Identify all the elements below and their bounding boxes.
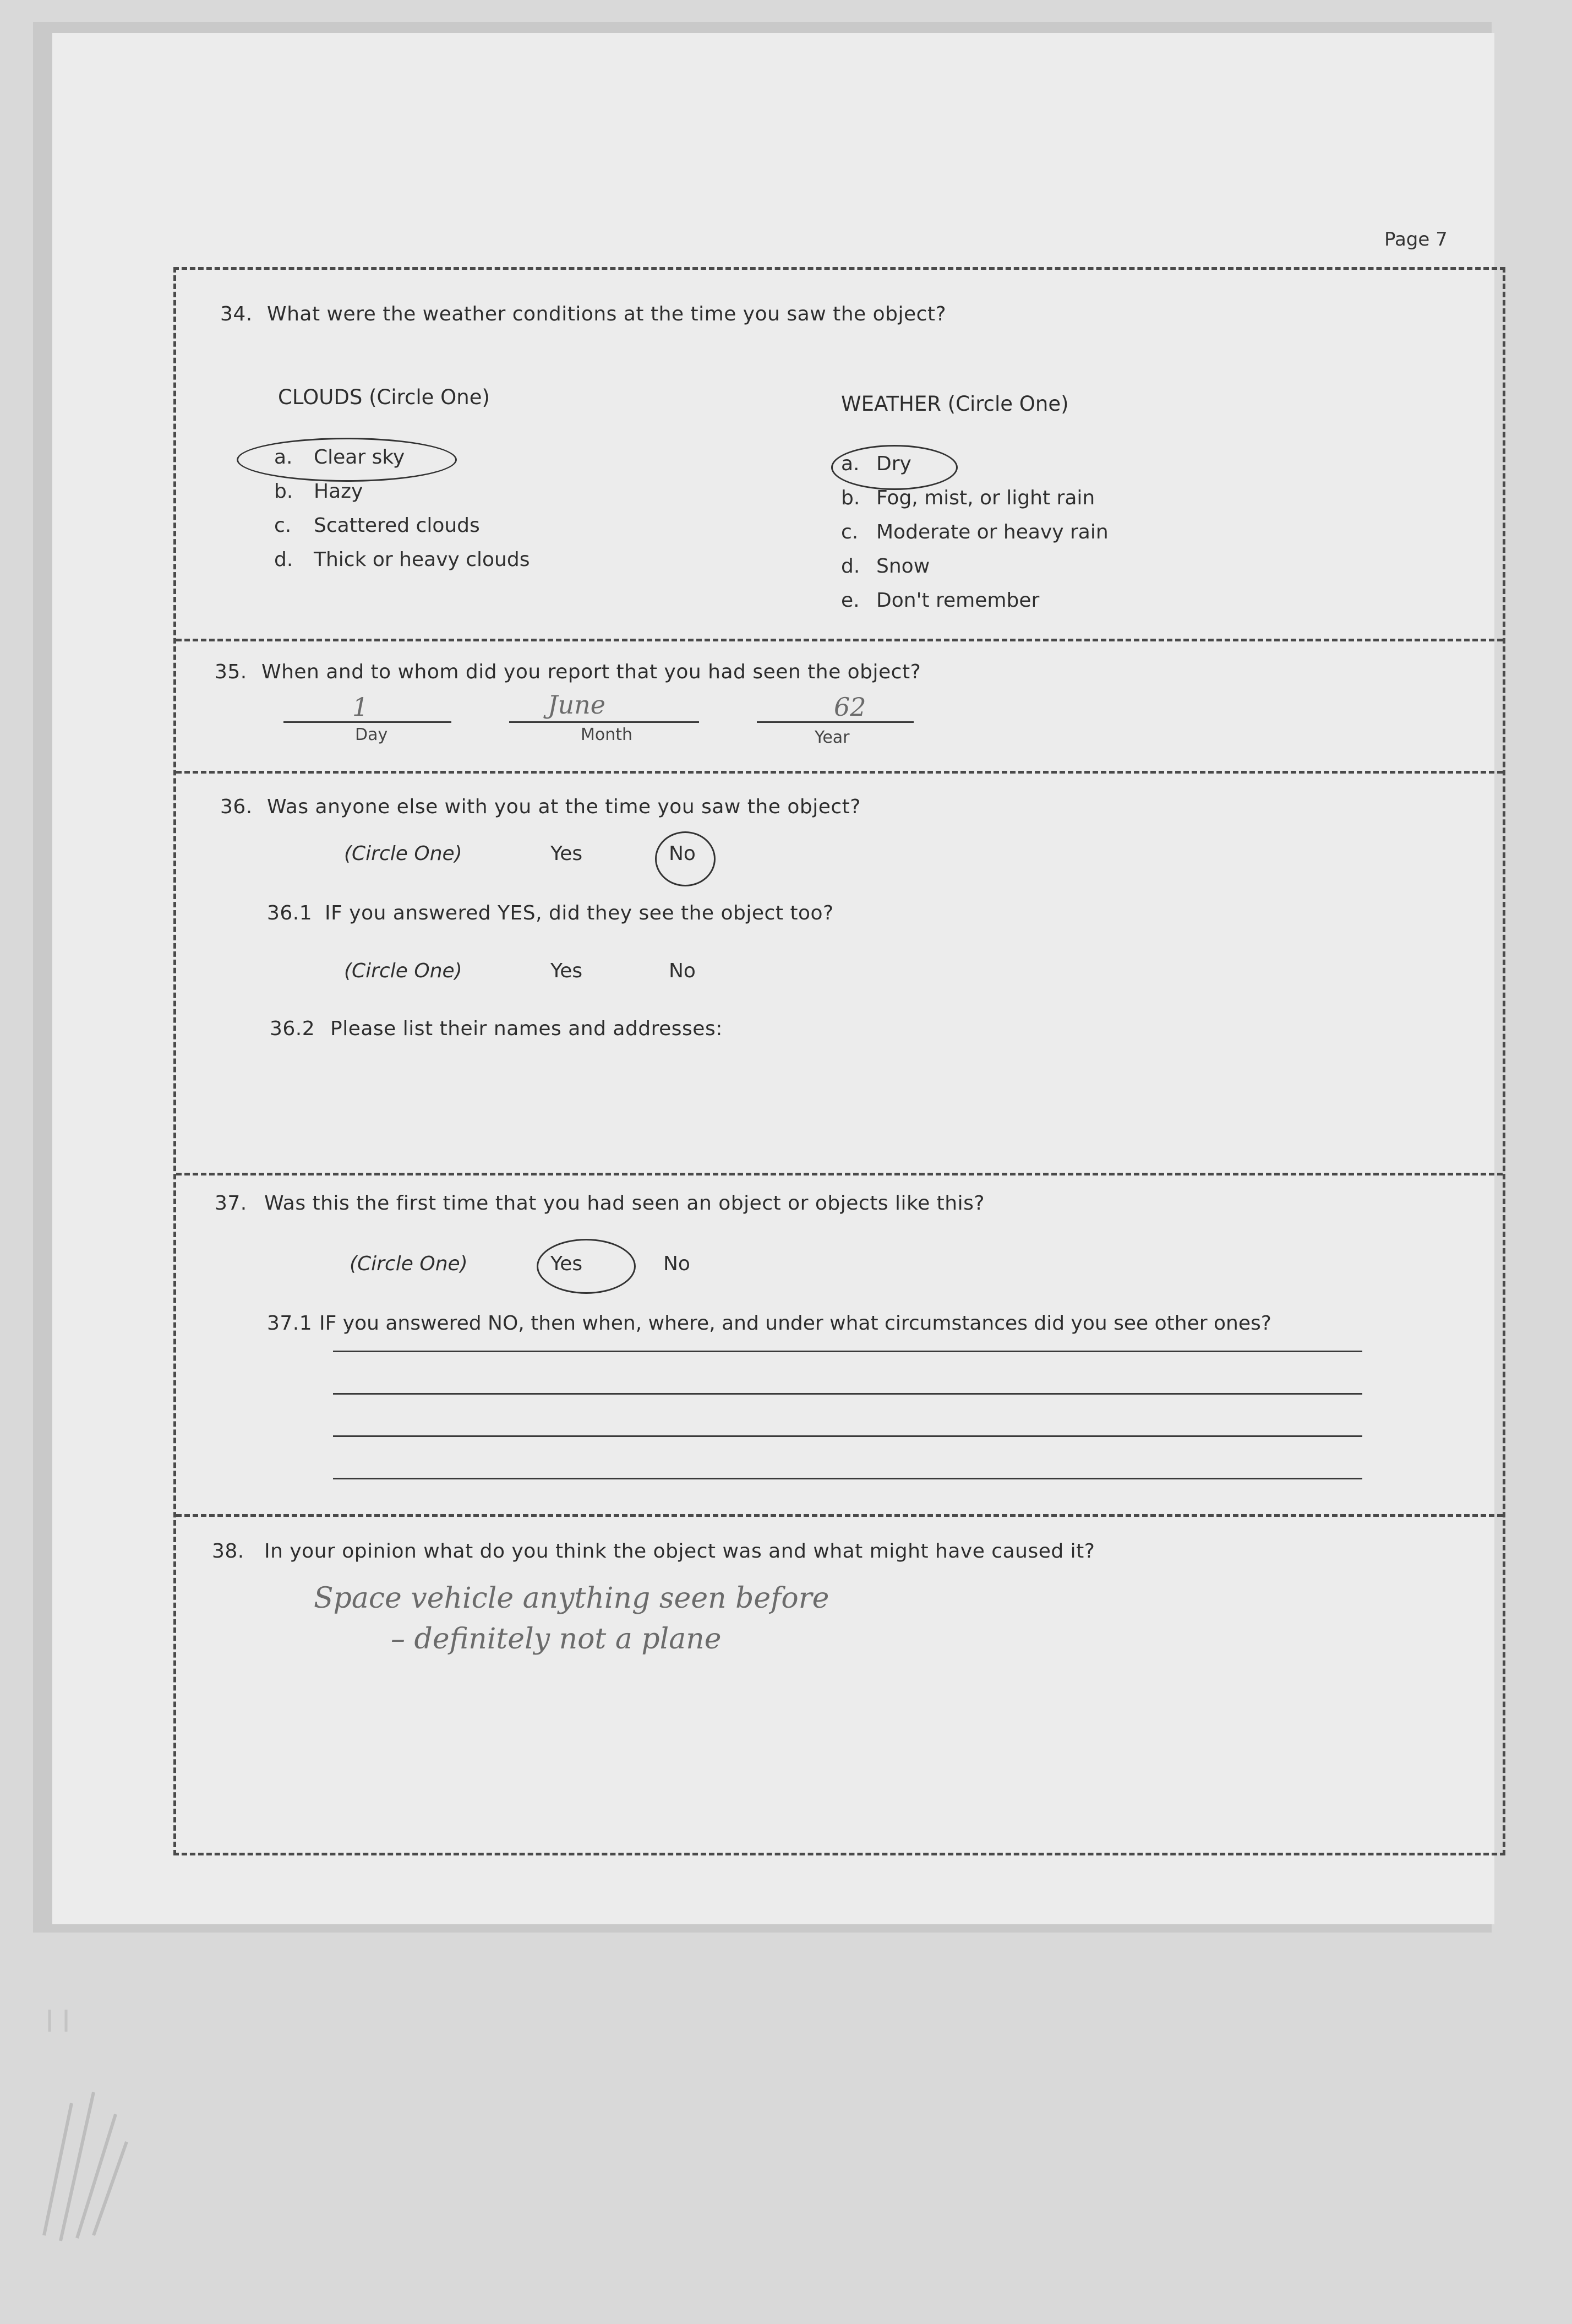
answer-line-4 — [333, 1478, 1362, 1479]
question-37-number: 37. — [215, 1192, 247, 1215]
question-37-selection-circle — [537, 1239, 636, 1294]
question-37-1-text: IF you answered NO, then when, where, and under what circumstances did you see other ones? — [319, 1312, 1271, 1335]
question-35-number: 35. — [215, 661, 247, 683]
weather-option-b[interactable]: Fog, mist, or light rain — [876, 487, 1095, 509]
report-day-line — [283, 721, 451, 723]
question-36-1-number: 36.1 — [267, 902, 313, 924]
report-year-label: Year — [815, 728, 850, 747]
question-34-section — [176, 270, 1503, 639]
question-36-circle-one: (Circle One) — [344, 842, 462, 865]
handwritten-answer-line-1: Space vehicle anything seen before — [314, 1582, 829, 1615]
report-month-line — [509, 721, 699, 723]
report-year-value: 62 — [834, 692, 866, 722]
question-34-number: 34. — [220, 303, 253, 325]
report-month-value: June — [548, 690, 605, 720]
film-edge-scratches — [33, 1960, 154, 2246]
question-36-1-no[interactable]: No — [669, 960, 696, 982]
question-38-number: 38. — [212, 1540, 244, 1563]
question-35-section — [176, 639, 1503, 771]
question-36-text: Was anyone else with you at the time you saw the object? — [267, 796, 861, 818]
clouds-option-a[interactable]: Clear sky — [314, 446, 405, 469]
question-37-text: Was this the first time that you had seen an object or objects like this? — [264, 1192, 985, 1215]
weather-option-e-letter: e. — [841, 589, 860, 612]
clouds-option-c[interactable]: Scattered clouds — [314, 514, 480, 537]
weather-selection-circle — [831, 445, 958, 490]
answer-line-3 — [333, 1435, 1362, 1437]
clouds-option-b[interactable]: Hazy — [314, 480, 363, 503]
questionnaire-form — [173, 267, 1505, 1855]
question-37-1-number: 37.1 — [267, 1312, 313, 1335]
report-year-line — [757, 721, 914, 723]
weather-option-b-letter: b. — [841, 487, 860, 509]
question-36-1-circle-one: (Circle One) — [344, 960, 462, 982]
question-37-no[interactable]: No — [663, 1253, 690, 1275]
clouds-option-b-letter: b. — [274, 480, 293, 503]
weather-option-c-letter: c. — [841, 521, 859, 543]
form-page — [52, 33, 1494, 1924]
question-36-no[interactable]: No — [669, 842, 696, 865]
report-day-value: 1 — [352, 692, 369, 722]
question-36-1-text: IF you answered YES, did they see the object too? — [325, 902, 834, 924]
question-36-2-number: 36.2 — [270, 1017, 315, 1040]
handwritten-answer-line-2: – definitely not a plane — [391, 1623, 722, 1656]
question-36-selection-circle — [655, 831, 716, 886]
question-36-number: 36. — [220, 796, 253, 818]
report-month-label: Month — [581, 725, 633, 744]
question-35-text: When and to whom did you report that you had seen the object? — [261, 661, 921, 683]
question-38-text: In your opinion what do you think the object was and what might have caused it? — [264, 1540, 1095, 1563]
clouds-option-a-letter: a. — [274, 446, 293, 469]
report-day-label: Day — [355, 725, 388, 744]
clouds-option-d[interactable]: Thick or heavy clouds — [314, 548, 530, 571]
weather-option-c[interactable]: Moderate or heavy rain — [876, 521, 1109, 543]
weather-option-a-letter: a. — [841, 453, 860, 475]
question-36-2-text: Please list their names and addresses: — [330, 1017, 723, 1040]
question-37-section — [176, 1173, 1503, 1514]
weather-heading: WEATHER (Circle One) — [841, 392, 1069, 416]
question-37-circle-one: (Circle One) — [350, 1253, 468, 1275]
question-36-1-yes[interactable]: Yes — [550, 960, 583, 982]
answer-line-1 — [333, 1351, 1362, 1352]
question-34-text: What were the weather conditions at the time you saw the object? — [267, 303, 947, 325]
clouds-option-d-letter: d. — [274, 548, 293, 571]
weather-option-d-letter: d. — [841, 555, 860, 578]
question-36-section — [176, 771, 1503, 1173]
page-number: Page 7 — [1384, 228, 1448, 251]
question-37-yes[interactable]: Yes — [550, 1253, 583, 1275]
weather-option-d[interactable]: Snow — [876, 555, 930, 578]
question-36-yes[interactable]: Yes — [550, 842, 583, 865]
weather-option-e[interactable]: Don't remember — [876, 589, 1040, 612]
clouds-heading: CLOUDS (Circle One) — [278, 385, 490, 409]
clouds-option-c-letter: c. — [274, 514, 292, 537]
question-38-section — [176, 1514, 1503, 1853]
weather-option-a[interactable]: Dry — [876, 453, 911, 475]
clouds-selection-circle — [237, 438, 457, 482]
answer-line-2 — [333, 1393, 1362, 1395]
